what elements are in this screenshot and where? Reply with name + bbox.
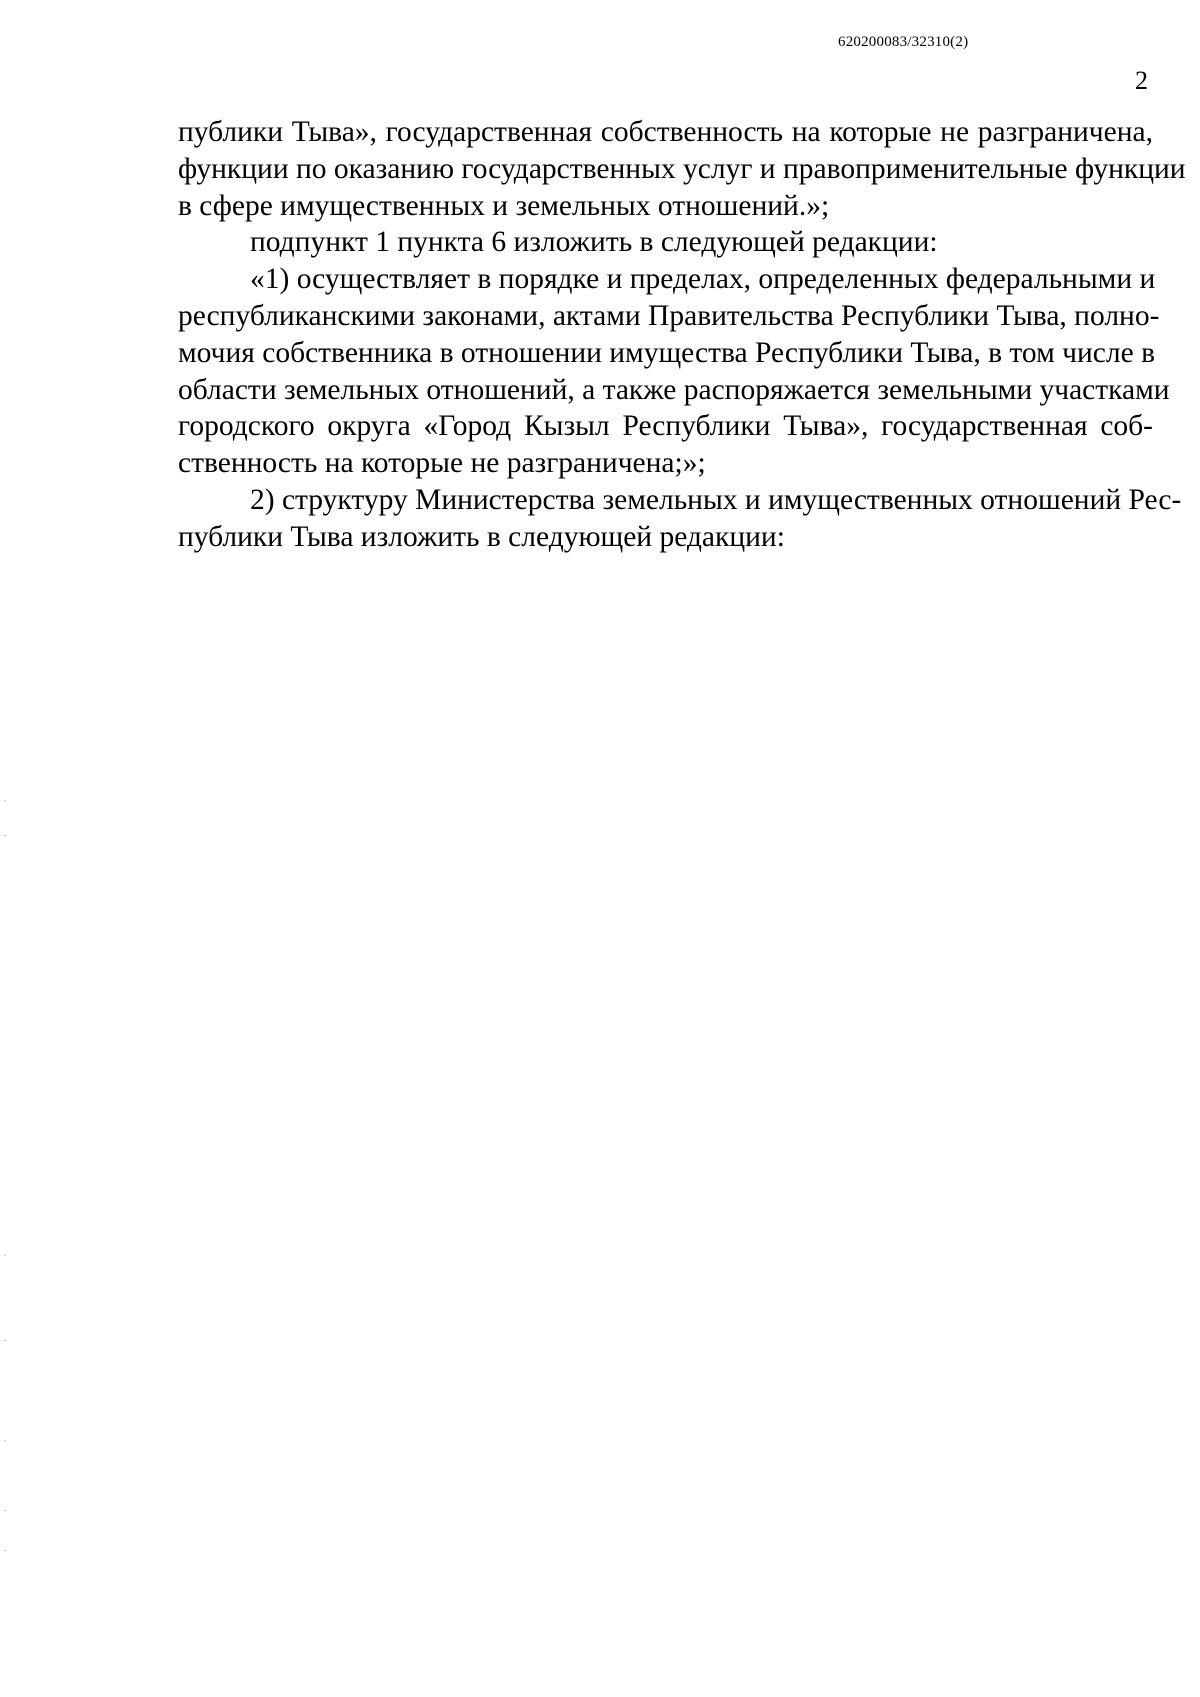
text-line: 2) структуру Министерства земельных и имущественных отношений Рес- (250, 483, 1182, 516)
text-line: публики Тыва», государственная собственность на которые не разграничена, (178, 116, 1153, 148)
text-line: функции по оказанию государственных услуг и правоприменительные функции (178, 152, 1186, 185)
text-line: городского округа «Город Кызыл Республики Тыва», государственная соб- (178, 410, 1153, 443)
scan-mark (4, 835, 6, 836)
text-line: ственность на которые не разграничена;»; (178, 447, 706, 480)
text-line: публики Тыва изложить в следующей редакции: (178, 520, 785, 553)
text-line: области земельных отношений, а также распоряжается земельными участками (178, 373, 1170, 406)
text-line: «1) осуществляет в порядке и пределах, определенных федеральными и (250, 263, 1156, 296)
scan-mark (4, 1510, 6, 1511)
page-number: 2 (1135, 66, 1148, 95)
scan-mark (4, 800, 6, 801)
scan-mark (4, 1340, 6, 1341)
text-line: подпункт 1 пункта 6 изложить в следующей редакции: (250, 226, 938, 259)
scan-mark (4, 1550, 6, 1551)
text-line: республиканскими законами, актами Правительства Республики Тыва, полно- (178, 299, 1160, 332)
scan-mark (4, 1440, 6, 1441)
text-line: мочия собственника в отношении имущества Республики Тыва, в том числе в (178, 336, 1156, 369)
document-id: 620200083/32310(2) (838, 34, 969, 50)
scan-mark (4, 1255, 6, 1256)
document-body (178, 114, 1186, 556)
text-line: в сфере имущественных и земельных отношений.»; (178, 189, 830, 222)
